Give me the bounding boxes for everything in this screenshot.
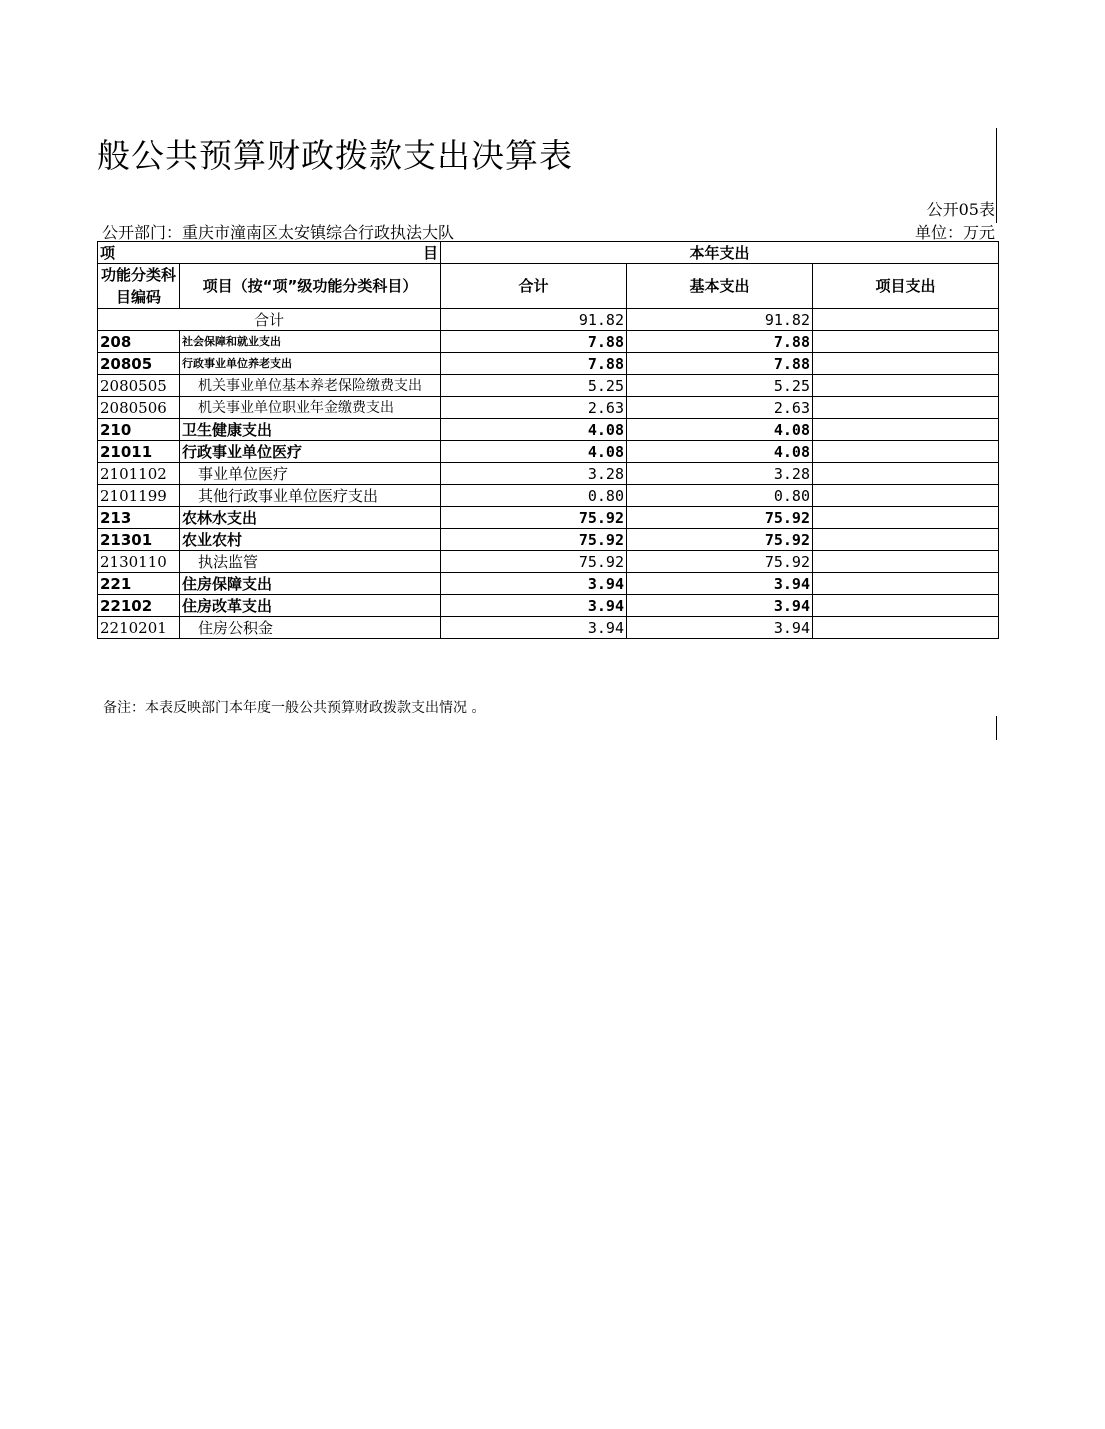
row-code: 210 — [98, 419, 180, 441]
row-project — [813, 441, 999, 463]
row-total: 5.25 — [441, 375, 627, 397]
row-basic: 75.92 — [627, 529, 813, 551]
row-code: 2210201 — [98, 617, 180, 639]
row-project — [813, 617, 999, 639]
row-basic: 3.94 — [627, 617, 813, 639]
table-row — [98, 419, 999, 441]
row-project — [813, 507, 999, 529]
header-name-col: 项目（按“项”级功能分类科目） — [180, 264, 441, 309]
table-row — [98, 595, 999, 617]
page-edge-divider-bottom — [996, 716, 997, 740]
header-total-col: 合计 — [441, 264, 627, 309]
row-project — [813, 485, 999, 507]
row-basic: 75.92 — [627, 507, 813, 529]
row-project — [813, 551, 999, 573]
row-code: 2101199 — [98, 485, 180, 507]
row-basic: 2.63 — [627, 397, 813, 419]
row-project — [813, 375, 999, 397]
unit-label: 单位：万元 — [914, 223, 995, 242]
page-edge-divider — [996, 128, 997, 223]
row-project — [813, 331, 999, 353]
row-total: 7.88 — [441, 331, 627, 353]
row-project — [813, 397, 999, 419]
row-basic: 4.08 — [627, 441, 813, 463]
table-note: 备注：本表反映部门本年度一般公共预算财政拨款支出情况 。 — [103, 700, 486, 716]
row-code: 21011 — [98, 441, 180, 463]
row-total: 75.92 — [441, 507, 627, 529]
row-total: 2.63 — [441, 397, 627, 419]
table-row — [98, 331, 999, 353]
row-name: 执法监管 — [180, 551, 441, 573]
row-total: 75.92 — [441, 551, 627, 573]
row-basic: 3.94 — [627, 595, 813, 617]
row-basic: 3.94 — [627, 573, 813, 595]
header-basic-col: 基本支出 — [627, 264, 813, 309]
row-total: 3.94 — [441, 573, 627, 595]
row-code: 22102 — [98, 595, 180, 617]
row-basic: 7.88 — [627, 353, 813, 375]
total-basic: 91.82 — [627, 309, 813, 331]
table-row — [98, 463, 999, 485]
table-row — [98, 375, 999, 397]
table-row — [98, 507, 999, 529]
row-project — [813, 353, 999, 375]
total-row — [98, 309, 999, 331]
header-code-col: 功能分类科目编码 — [98, 264, 180, 309]
row-name: 住房保障支出 — [180, 573, 441, 595]
row-code: 21301 — [98, 529, 180, 551]
row-basic: 4.08 — [627, 419, 813, 441]
row-name: 卫生健康支出 — [180, 419, 441, 441]
row-code: 2080506 — [98, 397, 180, 419]
row-code: 2101102 — [98, 463, 180, 485]
row-name: 机关事业单位职业年金缴费支出 — [180, 397, 441, 419]
row-total: 3.94 — [441, 617, 627, 639]
row-basic: 75.92 — [627, 551, 813, 573]
row-total: 0.80 — [441, 485, 627, 507]
header-item-right: 目 — [422, 243, 438, 262]
row-total: 3.94 — [441, 595, 627, 617]
expenditure-table — [97, 241, 999, 639]
table-row — [98, 529, 999, 551]
header-item-left: 项 — [100, 243, 116, 262]
table-row — [98, 441, 999, 463]
row-code: 20805 — [98, 353, 180, 375]
table-row — [98, 551, 999, 573]
row-name: 机关事业单位基本养老保险缴费支出 — [180, 375, 441, 397]
row-total: 75.92 — [441, 529, 627, 551]
row-total: 4.08 — [441, 419, 627, 441]
row-code: 208 — [98, 331, 180, 353]
row-name: 住房改革支出 — [180, 595, 441, 617]
row-basic: 5.25 — [627, 375, 813, 397]
row-code: 2130110 — [98, 551, 180, 573]
row-name: 农业农村 — [180, 529, 441, 551]
row-name: 其他行政事业单位医疗支出 — [180, 485, 441, 507]
row-project — [813, 595, 999, 617]
row-name: 事业单位医疗 — [180, 463, 441, 485]
row-name: 社会保障和就业支出 — [180, 331, 441, 353]
row-basic: 3.28 — [627, 463, 813, 485]
row-name: 行政事业单位养老支出 — [180, 353, 441, 375]
row-project — [813, 463, 999, 485]
header-project-col: 项目支出 — [813, 264, 999, 309]
row-total: 3.28 — [441, 463, 627, 485]
table-row — [98, 617, 999, 639]
header-row-2 — [98, 264, 999, 309]
row-total: 7.88 — [441, 353, 627, 375]
header-row-1 — [98, 242, 999, 264]
total-total: 91.82 — [441, 309, 627, 331]
row-name: 农林水支出 — [180, 507, 441, 529]
row-basic: 7.88 — [627, 331, 813, 353]
table-row — [98, 485, 999, 507]
department-label: 公开部门：重庆市潼南区太安镇综合行政执法大队 — [102, 223, 455, 242]
table-row — [98, 397, 999, 419]
table-id: 公开05表 — [926, 200, 995, 219]
total-label: 合计 — [98, 309, 441, 331]
row-project — [813, 573, 999, 595]
row-code: 213 — [98, 507, 180, 529]
header-current-year: 本年支出 — [441, 242, 999, 264]
row-name: 住房公积金 — [180, 617, 441, 639]
row-project — [813, 419, 999, 441]
row-code: 2080505 — [98, 375, 180, 397]
table-row — [98, 573, 999, 595]
table-row — [98, 353, 999, 375]
row-total: 4.08 — [441, 441, 627, 463]
total-project — [813, 309, 999, 331]
header-item-cell — [98, 242, 441, 264]
row-code: 221 — [98, 573, 180, 595]
page-title: 般公共预算财政拨款支出决算表 — [97, 136, 573, 175]
row-basic: 0.80 — [627, 485, 813, 507]
row-project — [813, 529, 999, 551]
row-name: 行政事业单位医疗 — [180, 441, 441, 463]
